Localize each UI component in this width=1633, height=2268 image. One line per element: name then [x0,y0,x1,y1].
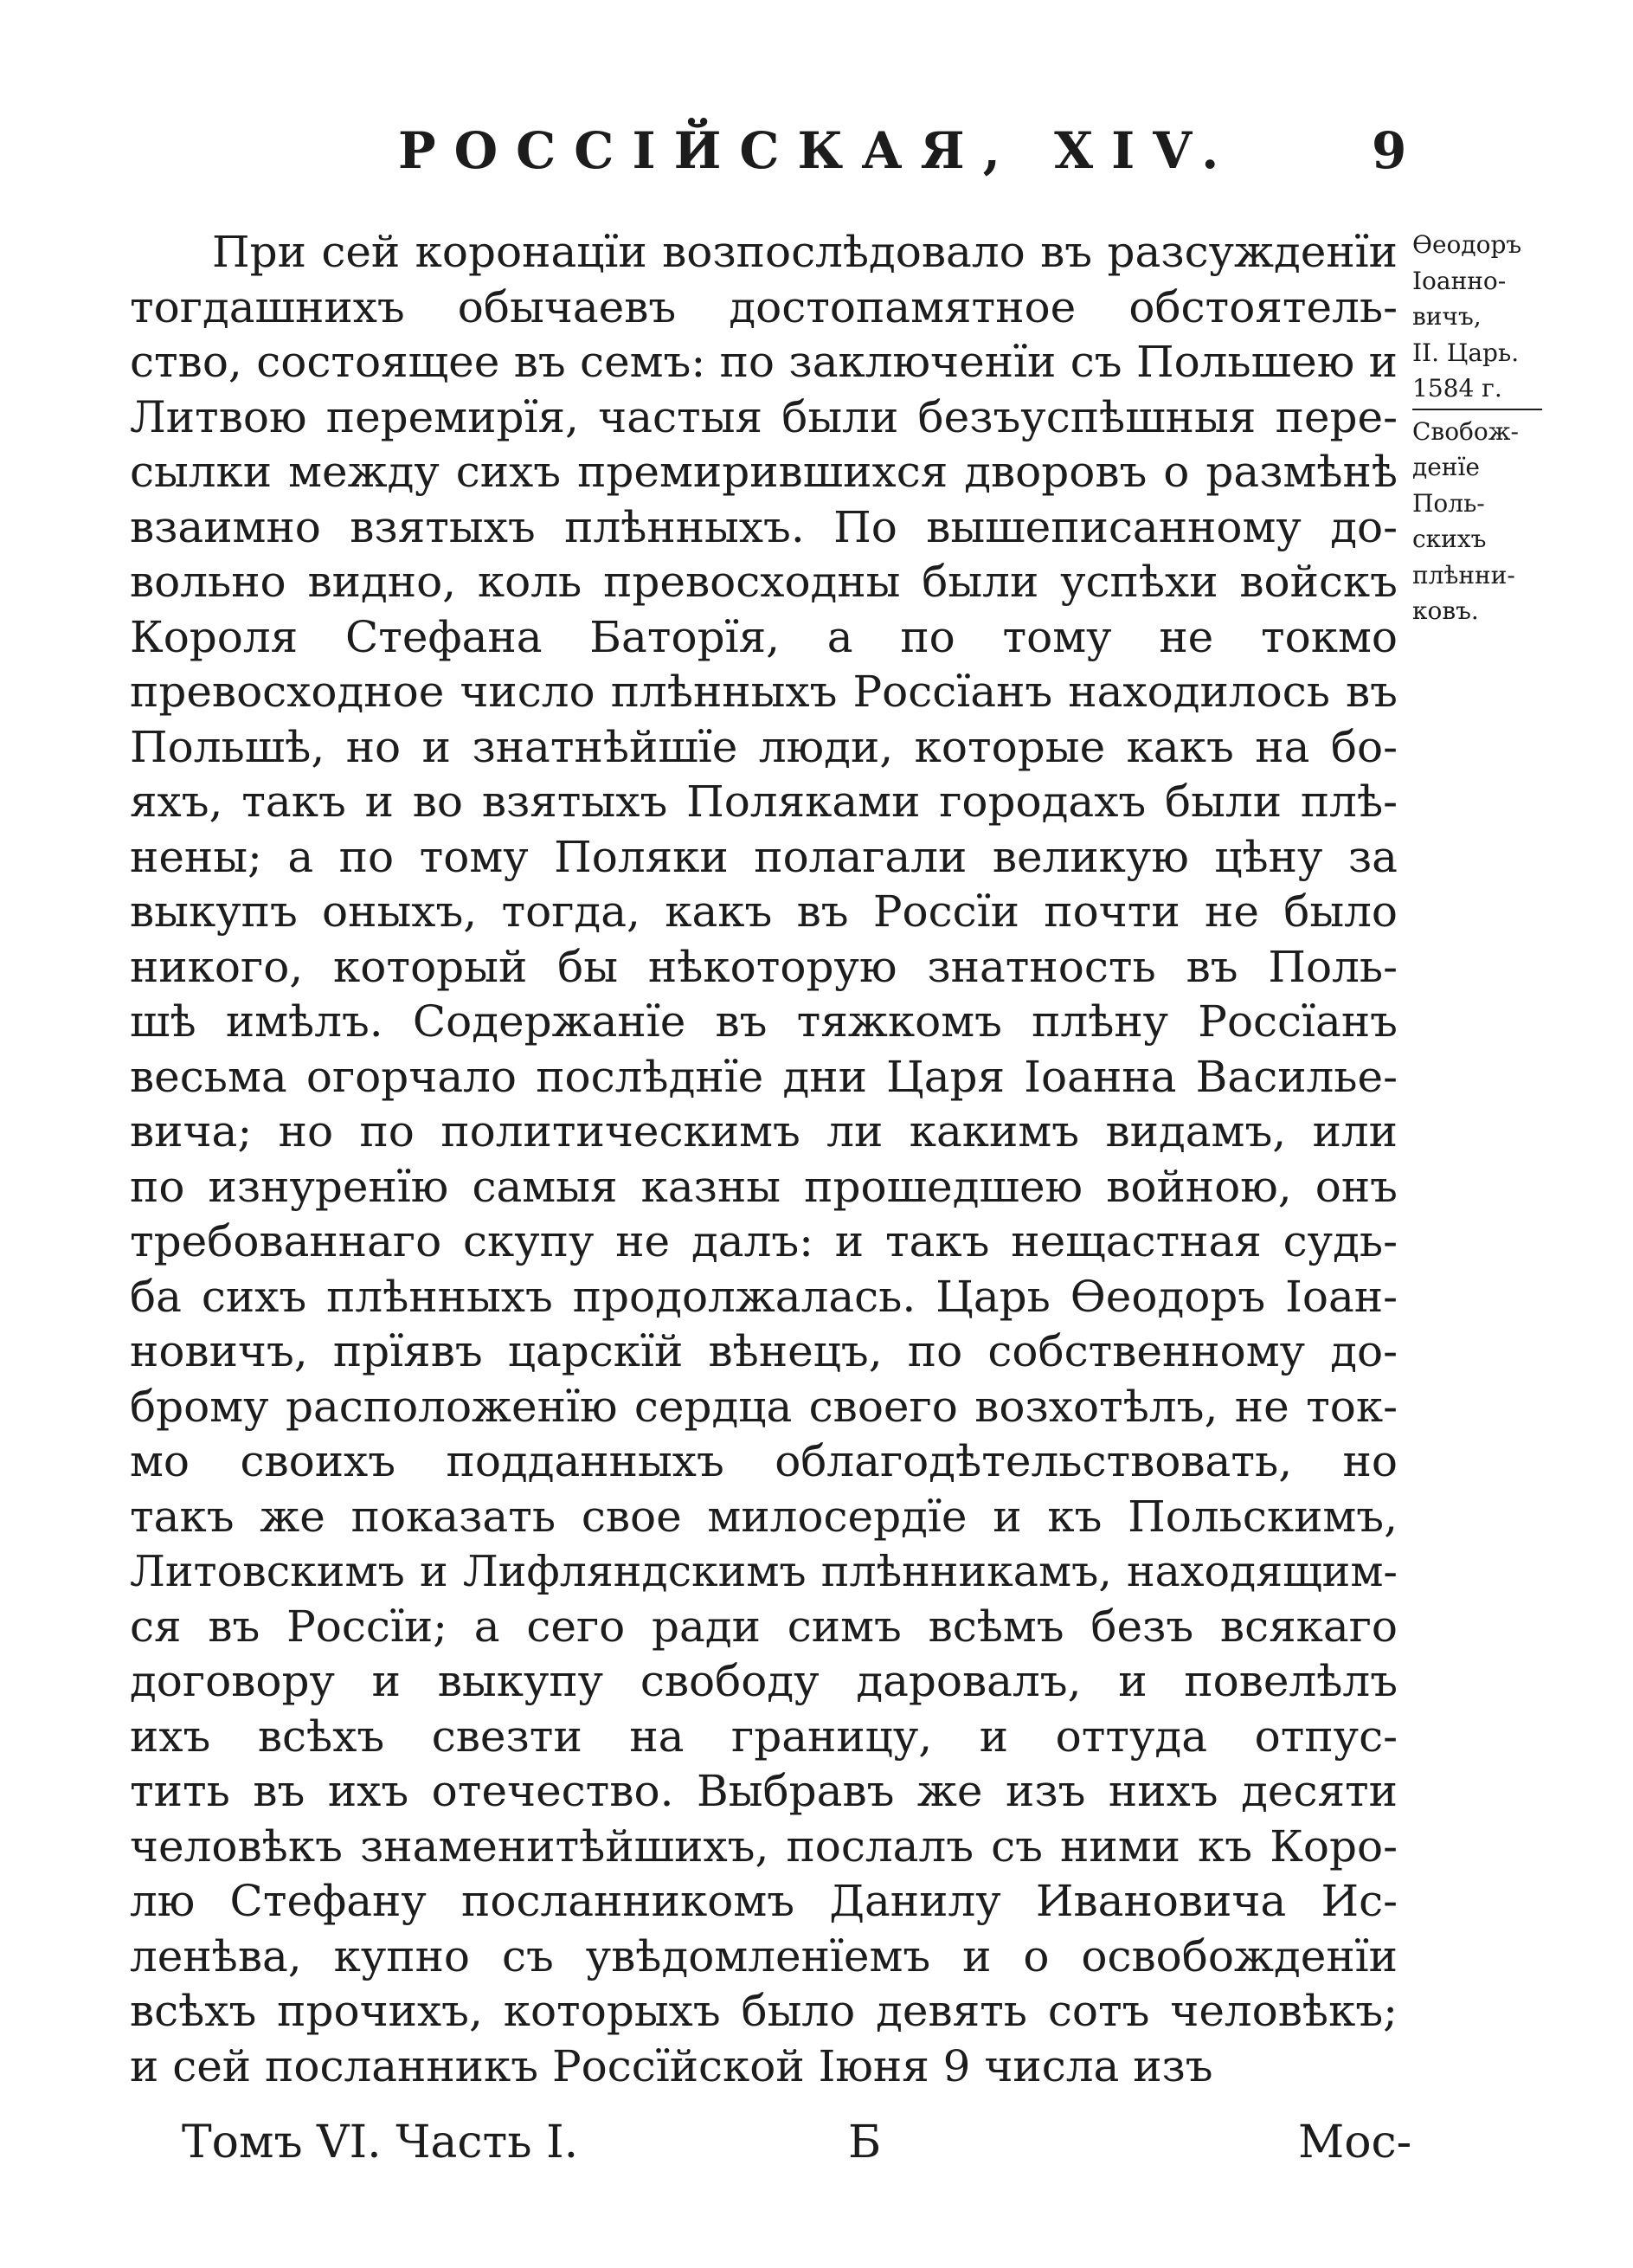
page-number: 9 [1372,121,1407,180]
text-line: сылки между сихъ премирившихся дворовъ о размѣнѣ [130,447,1398,497]
text-line: по изнуренїю самыя казны прошедшею войною, онъ [130,1161,1398,1212]
text-line: нены; а по тому Поляки полагали великую цѣну за [130,831,1398,882]
margin-note-divider [1412,409,1542,410]
margin-note-line: Свобож- [1412,416,1519,446]
text-line: тить въ ихъ отечество. Выбравъ же изъ нихъ десяти [130,1766,1398,1816]
text-line: ленѣва, купно съ увѣдомленїемъ и о освобожденїи [130,1930,1398,1981]
text-line: вича; но по политическимъ ли какимъ видамъ, или [130,1106,1398,1157]
margin-note-line: денїе [1412,453,1480,481]
text-line: лю Стефану посланникомъ Данилу Ивановича Ис- [130,1876,1398,1926]
text-line: всѣхъ прочихъ, которыхъ было девять сотъ человѣкъ; [130,1986,1398,2036]
text-line: превосходное число плѣнныхъ Россїанъ находилось въ [130,667,1398,717]
body-text [130,225,1398,2094]
text-line: такъ же показать свое милосердїе и къ Польскимъ, [130,1491,1398,1542]
text-line: Короля Стефана Баторїя, а по тому не токмо [130,611,1398,662]
text-line: договору и выкупу свободу даровалъ, и повелѣлъ [130,1656,1398,1706]
running-title: РОССІЙСКАЯ, XIV. [398,121,1238,180]
text-line: Польшѣ, но и знатнѣйшїе люди, которые какъ на бо- [130,721,1398,772]
text-line: весьма огорчало послѣднїе дни Царя Іоанна Василье- [130,1051,1398,1102]
margin-note-line: II. Царь. [1412,338,1520,367]
text-line: брому расположенїю сердца своего возхотѣлъ, не ток- [130,1381,1398,1432]
text-line: ся въ Россїи; а сего ради симъ всѣмъ безъ всякаго [130,1601,1398,1652]
text-line: никого, который бы нѣкоторую знатность въ Поль- [130,941,1398,992]
text-line: взаимно взятыхъ плѣнныхъ. По вышеписанному до- [130,501,1398,552]
text-line: требованнаго скупу не далъ: и такъ нещастная судь- [130,1216,1398,1266]
text-line: ство, состоящее въ семъ: по заключенїи съ Польшею и [130,337,1398,387]
volume-line: Томъ VI. Часть I. [182,2117,579,2168]
text-line: шѣ имѣлъ. Содержанїе въ тяжкомъ плѣну Россїанъ [130,996,1398,1047]
catchword: Мос- [1298,2117,1412,2168]
margin-note-line: скихъ [1412,525,1487,553]
signature-mark: Б [848,2117,882,2168]
margin-note [1412,227,1568,629]
text-line: и сей посланникъ Россїйской Іюня 9 числа изъ [130,2040,1213,2091]
margin-note-line: Ѳеодоръ [1412,230,1522,259]
margin-note-line: 1584 г. [1412,374,1502,403]
text-line: Литовскимъ и Лифляндскимъ плѣнникамъ, находящим- [130,1547,1398,1596]
margin-note-line: Поль- [1412,488,1485,518]
text-line: человѣкъ знаменитѣйшихъ, послалъ съ ними къ Коро- [130,1820,1398,1872]
text-line: ихъ всѣхъ свезти на границу, и оттуда отпус- [130,1711,1398,1762]
text-line: новичъ, прїявъ царскїй вѣнецъ, по собственному до- [130,1326,1398,1376]
text-line: яхъ, такъ и во взятыхъ Поляками городахъ были плѣ- [130,776,1398,827]
margin-note-line: плѣнни- [1412,560,1515,590]
margin-note-line: вичъ, [1412,302,1482,331]
text-line: мо своихъ подданныхъ облагодѣтельствовать, но [130,1436,1398,1486]
margin-note-line: Іоанно- [1412,266,1507,295]
text-line: Литвою перемирїя, частыя были безъуспѣшныя пере- [130,391,1398,442]
text-line: выкупъ оныхъ, тогда, какъ въ Россїи почти не было [130,886,1398,937]
text-line: тогдашнихъ обычаевъ достопамятное обстоятель- [130,281,1398,332]
text-line: ба сихъ плѣнныхъ продолжалась. Царь Ѳеодоръ Іоан- [130,1271,1398,1322]
text-line: вольно видно, коль превосходны были успѣхи войскъ [130,557,1398,607]
margin-note-line: ковъ. [1412,596,1479,625]
text-line: При сей коронацїи возпослѣдовало въ разсужденїи [212,227,1398,277]
